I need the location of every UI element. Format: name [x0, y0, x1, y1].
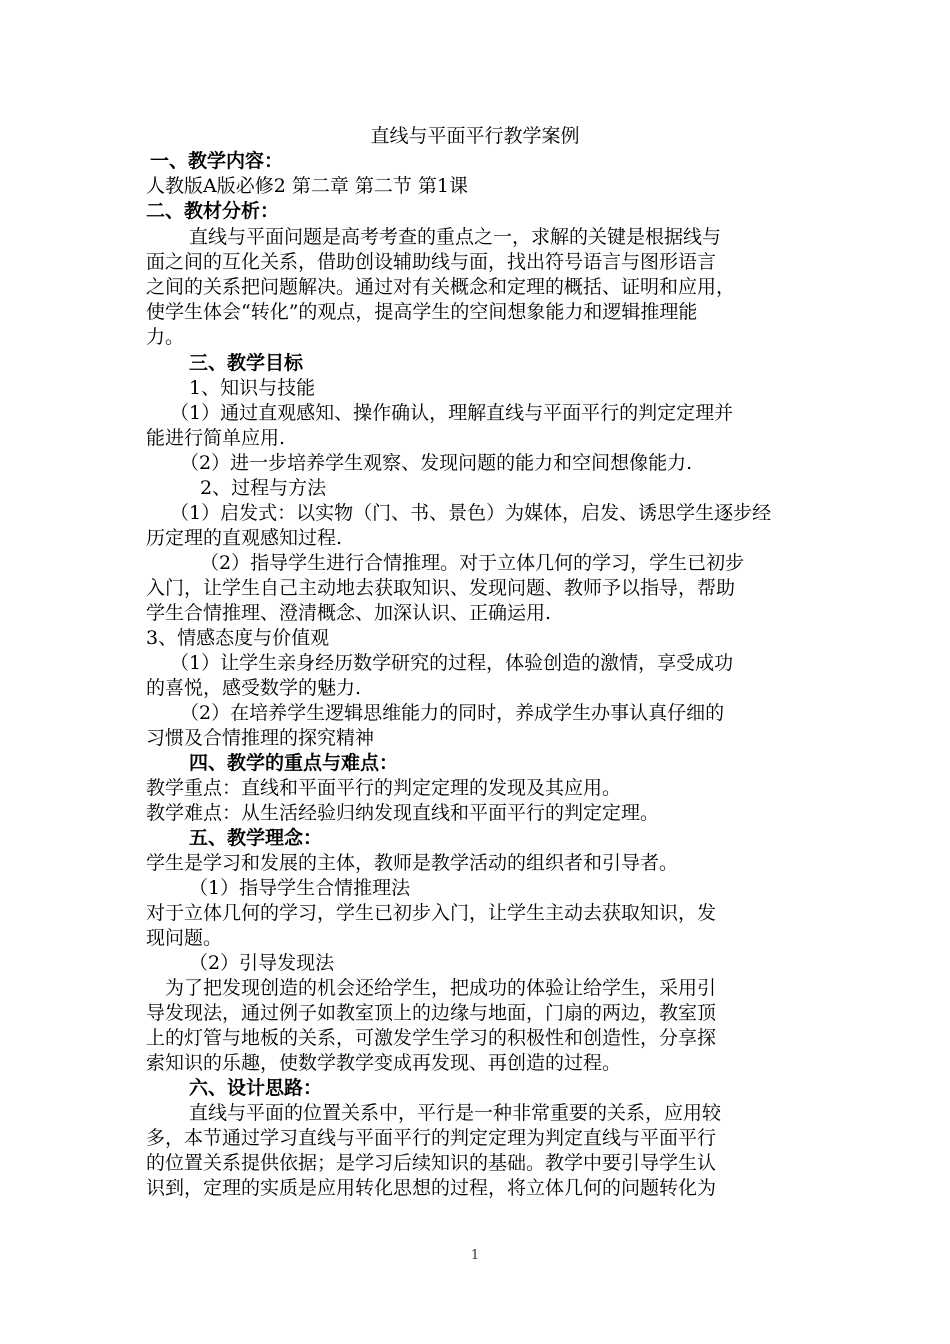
sub-heading: 3、情感态度与价值观 — [146, 627, 330, 649]
body-line: 的位置关系提供依据；是学习后续知识的基础。教学中要引导学生认 — [146, 1152, 717, 1174]
body-line: 习惯及合情推理的探究精神 — [146, 727, 375, 749]
body-line: （1）让学生亲身经历数学研究的过程，体验创造的激情，享受成功 — [170, 652, 734, 674]
sub-heading: 2、过程与方法 — [200, 477, 327, 499]
body-line: 学生是学习和发展的主体，教师是教学活动的组织者和引导者。 — [146, 852, 679, 874]
body-line: （2）进一步培养学生观察、发现问题的能力和空间想像能力. — [180, 452, 693, 474]
body-line: 现问题。 — [146, 927, 223, 949]
body-line: 识到，定理的实质是应用转化思想的过程，将立体几何的问题转化为 — [146, 1177, 717, 1199]
body-line: 力。 — [146, 326, 185, 348]
body-line: 的喜悦，感受数学的魅力. — [146, 677, 362, 699]
body-line: 历定理的直观感知过程. — [146, 527, 343, 549]
body-line: （1）启发式：以实物（门、书、景色）为媒体，启发、诱思学生逐步经 — [170, 502, 772, 524]
body-line: 导发现法，通过例子如教室顶上的边缘与地面，门扇的两边，教室顶 — [146, 1002, 717, 1024]
section-heading: 一、教学内容： — [150, 150, 284, 172]
body-line: 使学生体会“转化”的观点，提高学生的空间想象能力和逻辑推理能 — [146, 301, 698, 323]
body-line: （2）指导学生进行合情推理。对于立体几何的学习，学生已初步 — [200, 552, 745, 574]
section-heading: 四、教学的重点与难点： — [189, 752, 399, 774]
body-line: 能进行简单应用. — [146, 427, 286, 449]
body-line: 对于立体几何的学习，学生已初步入门，让学生主动去获取知识，发 — [146, 902, 717, 924]
body-line: 索知识的乐趣，使数学教学变成再发现、再创造的过程。 — [146, 1052, 622, 1074]
body-line: 教学重点：直线和平面平行的判定定理的发现及其应用。 — [146, 777, 622, 799]
section-heading: 三、教学目标 — [189, 352, 304, 374]
sub-heading: （1）指导学生合情推理法 — [189, 877, 411, 899]
body-line: 上的灯管与地板的关系，可激发学生学习的积极性和创造性，分享探 — [146, 1027, 717, 1049]
body-line: 为了把发现创造的机会还给学生，把成功的体验让给学生，采用引 — [165, 977, 717, 999]
body-line: 直线与平面问题是高考考查的重点之一，求解的关键是根据线与 — [189, 226, 722, 248]
body-line: 之间的关系把问题解决。通过对有关概念和定理的概括、证明和应用， — [146, 276, 736, 298]
sub-heading: 1、知识与技能 — [189, 377, 316, 399]
body-line: （1）通过直观感知、操作确认，理解直线与平面平行的判定定理并 — [170, 402, 734, 424]
page-number: 1 — [470, 1248, 480, 1263]
body-line: 教学难点：从生活经验归纳发现直线和平面平行的判定定理。 — [146, 802, 660, 824]
body-line: 学生合情推理、澄清概念、加深认识、正确运用. — [146, 602, 552, 624]
document-title: 直线与平面平行教学案例 — [370, 125, 580, 147]
section-heading: 六、设计思路： — [189, 1077, 323, 1099]
body-line: 直线与平面的位置关系中，平行是一种非常重要的关系，应用较 — [189, 1102, 722, 1124]
sub-heading: （2）引导发现法 — [189, 952, 335, 974]
section-heading: 二、教材分析： — [146, 200, 280, 222]
body-line: 人教版A版必修2 第二章 第二节 第1课 — [146, 175, 469, 197]
body-line: （2）在培养学生逻辑思维能力的同时，养成学生办事认真仔细的 — [180, 702, 725, 724]
body-line: 多，本节通过学习直线与平面平行的判定定理为判定直线与平面平行 — [146, 1127, 717, 1149]
section-heading: 五、教学理念： — [189, 827, 323, 849]
body-line: 面之间的互化关系，借助创设辅助线与面，找出符号语言与图形语言 — [146, 251, 717, 273]
body-line: 入门，让学生自己主动地去获取知识、发现问题、教师予以指导，帮助 — [146, 577, 736, 599]
